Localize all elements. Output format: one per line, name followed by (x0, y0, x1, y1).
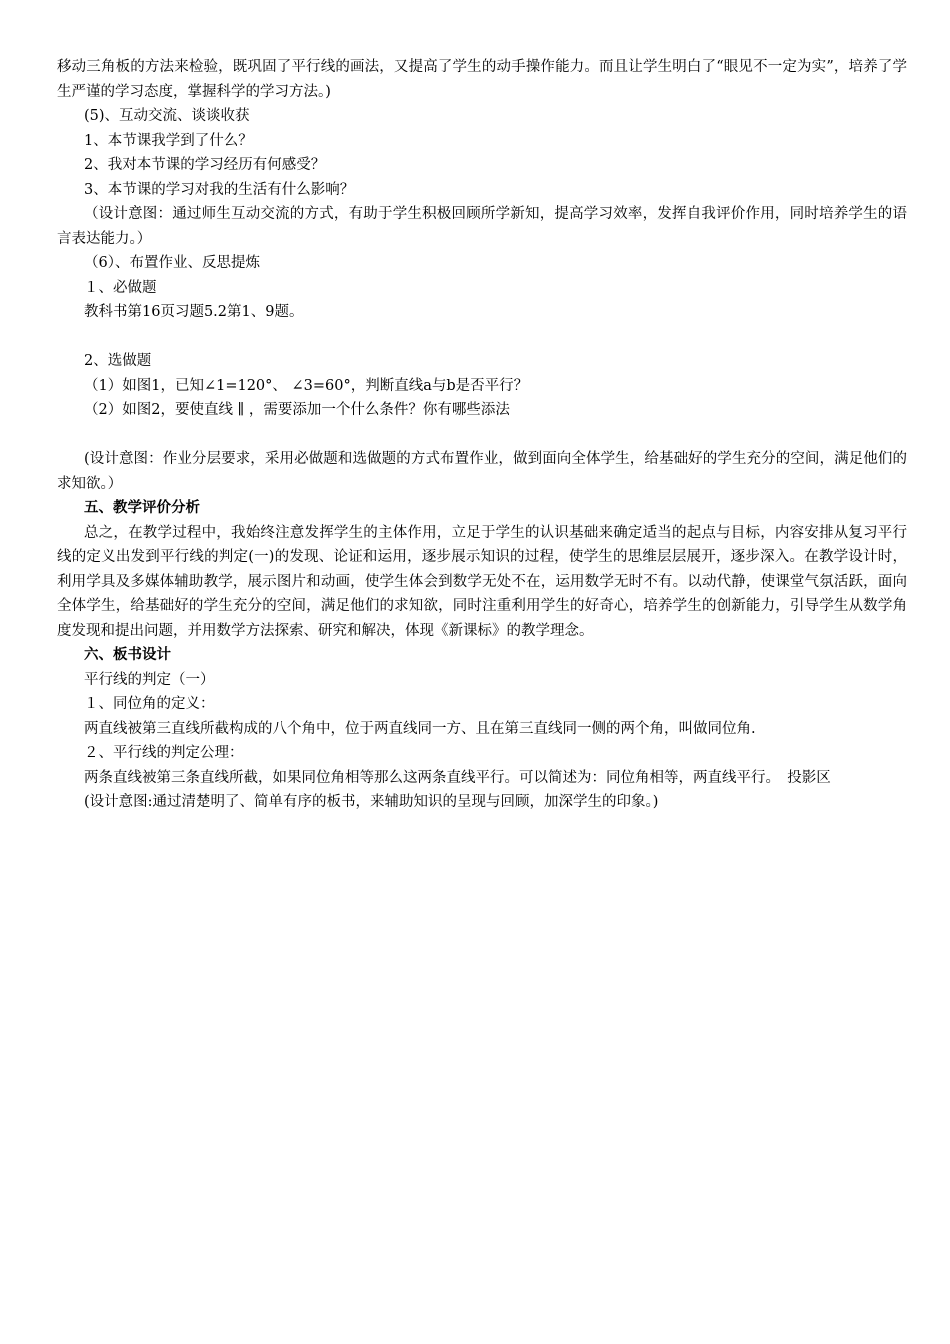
paragraph-16: １、同位角的定义： (84, 696, 215, 712)
paragraph-4: 2、我对本节课的学习经历有何感受？ (84, 157, 326, 173)
blank-line-2 (57, 423, 907, 448)
paragraph-14: 总之，在教学过程中，我始终注意发挥学生的主体作用，立足于学生的认识基础来确定适当的起点与目标，内容安排从复习平行线的定义出发到平行线的判定(一)的发现、论证和运用，逐步展示知识的过程，使学生的思维层层展开，逐步深入。在教学设计时，利用学具及多媒体辅助教学，展示图片和动画，使学生体会到数学无处不在，运用数学无时不有。以动代静，使课堂气氛活跃，面向全体学生，给基础好的学生充分的空间，满足他们的求知欲，同时注重利用学生的好奇心，培养学生的创新能力，引导学生从数学角度发现和提出问题，并用数学方法探索、研究和解决，体现《新课标》的教学理念。 (57, 524, 907, 639)
paragraph-12: （2）如图2，要使直线 ∥ ，需要添加一个什么条件？你有哪些添法 (84, 402, 510, 418)
paragraph-3: 1、本节课我学到了什么？ (84, 132, 253, 149)
paragraph-11: （1）如图1，已知∠1=120°、 ∠3=60°，判断直线a与b是否平行？ (84, 377, 529, 394)
paragraph-7: （6）、布置作业、反思提炼 (84, 255, 260, 271)
paragraph-1: 移动三角板的方法来检验，既巩固了平行线的画法，又提高了学生的动手操作能力。而且让学生明白了“眼见不一定为实”，培养了学生严谨的学习态度，掌握科学的学习方法。) (57, 59, 907, 100)
paragraph-2: (5)、互动交流、谈谈收获 (84, 108, 250, 124)
paragraph-9: 教科书第16页习题5.2第1、9题。 (84, 304, 304, 320)
paragraph-18: ２、平行线的判定公理： (84, 745, 244, 761)
paragraph-6: （设计意图：通过师生互动交流的方式，有助于学生积极回顾所学新知，提高学习效率，发挥自我评价作用，同时培养学生的语言表达能力。） (57, 206, 907, 247)
paragraph-17: 两直线被第三直线所截构成的八个角中，位于两直线同一方、且在第三直线同一侧的两个角，叫做同位角. (84, 720, 756, 737)
paragraph-15: 平行线的判定（一） (84, 671, 215, 688)
paragraph-20: (设计意图:通过清楚明了、简单有序的板书，来辅助知识的呈现与回顾，加深学生的印象。) (84, 794, 659, 810)
paragraph-8: １、必做题 (84, 279, 157, 296)
paragraph-10: 2、选做题 (84, 353, 152, 369)
document-body (57, 55, 907, 815)
paragraph-19: 两条直线被第三条直线所截，如果同位角相等那么这两条直线平行。可以简述为：同位角相等，两直线平行。 投影区 (84, 769, 831, 786)
blank-line-1 (57, 325, 907, 350)
section-heading-6: 六、板书设计 (84, 646, 171, 663)
section-heading-5: 五、教学评价分析 (84, 499, 200, 516)
paragraph-5: 3、本节课的学习对我的生活有什么影响？ (84, 181, 355, 198)
paragraph-13: (设计意图：作业分层要求，采用必做题和选做题的方式布置作业，做到面向全体学生，给基础好的学生充分的空间，满足他们的求知欲。） (57, 451, 907, 492)
